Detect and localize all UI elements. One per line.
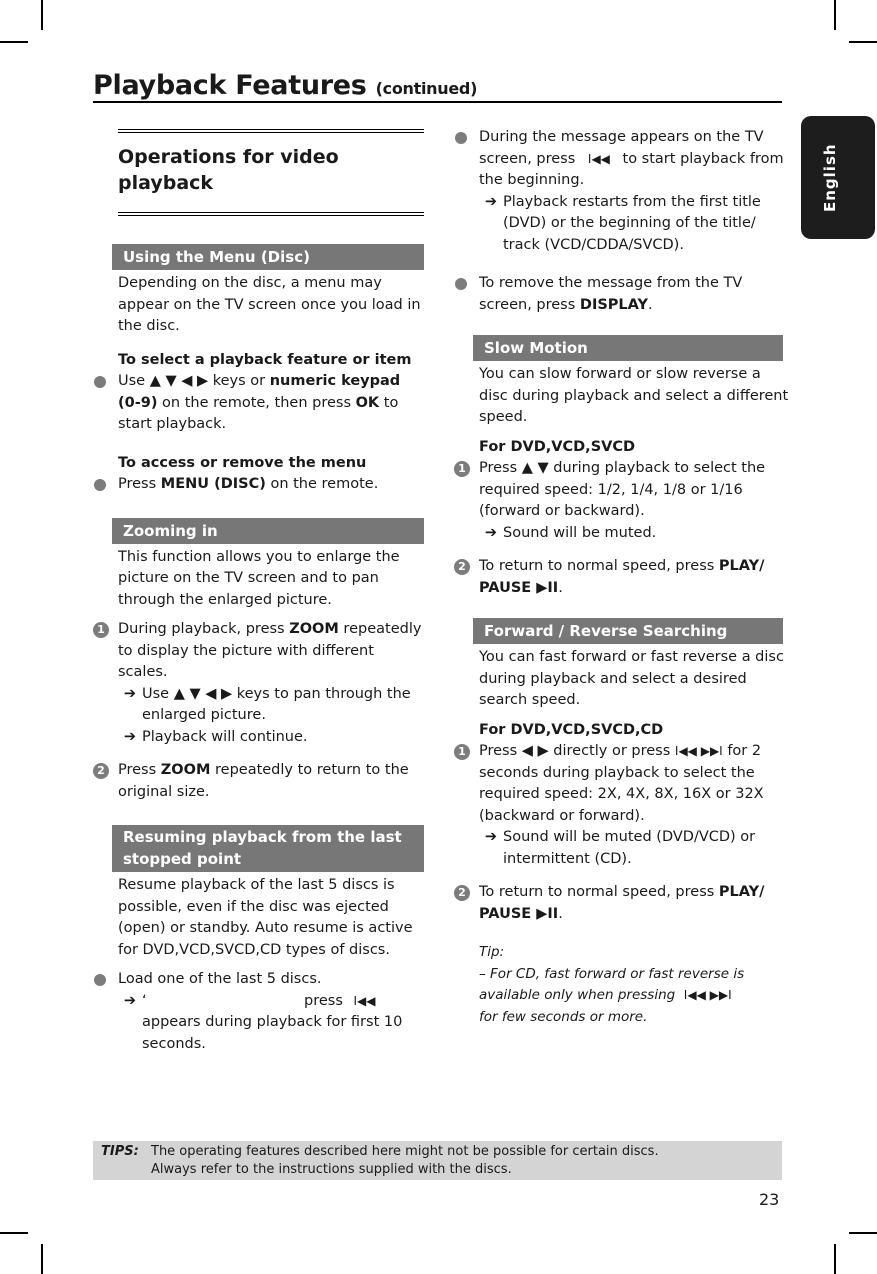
crop-mark [834,1244,836,1274]
language-tab-label: English [821,143,839,212]
tip-line-3: for few seconds or more. [479,1008,648,1025]
zoom-step-2: 2 Press ZOOM repeatedly to return to the original size. [118,760,424,803]
crop-mark [41,1244,43,1274]
step-number-2: 2 [454,559,470,575]
search-intro: You can fast forward or fast reverse a disc during playback and select a desired search speed. [479,649,784,708]
step-number-1: 1 [454,461,470,477]
crop-mark [41,0,43,30]
slow-intro: You can slow forward or slow reverse a disc during playback and select a different speed. [479,366,789,425]
bullet-dot [455,132,467,144]
slow-step-1-arrow: ➔ Sound will be muted. [484,524,657,541]
page-number: 23 [759,1190,780,1209]
slow-step-2: 2 To return to normal speed, press PLAY/ PAUSE ▶II. [479,556,789,599]
zoom-step-1: 1 During playback, press ZOOM repeatedly to display the picture with different scales. [118,619,424,684]
left-column [97,129,424,1055]
page-title: Playback Features (continued) [93,70,478,101]
menu-heading-select: To select a playback feature or item [118,351,412,368]
skip-icons: I◀◀ ▶▶I [674,744,723,758]
bullet-dot [455,278,467,290]
bullet-dot [94,974,106,986]
section-bar-menu: Using the Menu (Disc) [112,244,424,270]
prev-icon: I◀◀ [587,151,610,166]
section-bar-slow: Slow Motion [473,335,783,361]
prev-icon: I◀◀ [353,993,376,1008]
step-number-1: 1 [93,622,109,638]
crop-mark [0,1232,28,1234]
section-bar-search: Forward / Reverse Searching [473,618,783,644]
crop-mark [0,41,28,43]
tip-label: Tip: [479,944,505,960]
bullet-dot [94,376,106,388]
step-number-2: 2 [93,763,109,779]
section-bar-zoom: Zooming in [112,518,424,544]
right-column [458,127,789,1028]
menu-intro: Depending on the disc, a menu may appear on the TV screen once you load in the disc. [118,275,421,334]
message-bullet-restart: During the message appears on the TV screen, press I◀◀ to start playback from the beginning. [479,127,789,192]
crop-mark [834,0,836,30]
tip-line-2: available only when pressing I◀◀ ▶▶I [479,987,732,1003]
menu-bullet-select: Use ▲ ▼ ◀ ▶ keys or numeric keypad (0-9) on the remote, then press OK to start playback. [118,371,424,436]
tip-block [479,942,789,1028]
bullet-dot [94,479,106,491]
tips-label: TIPS: [101,1144,139,1159]
crop-mark [849,1232,877,1234]
menu-heading-access: To access or remove the menu [118,454,367,471]
section-bar-resume: Resuming playback from the last stopped point [112,825,424,872]
search-step-2: 2 To return to normal speed, press PLAY/ PAUSE ▶II. [479,882,789,925]
search-heading: For DVD,VCD,SVCD,CD [479,721,664,738]
operations-heading: Operations for video playback [118,146,339,194]
zoom-intro: This function allows you to enlarge the picture on the TV screen and to pan through the enlarged picture. [118,548,400,608]
resume-intro: Resume playback of the last 5 discs is possible, even if the disc was ejected (open) or standby. Auto resume is active for DVD,VCD,SVCD,CD types of discs. [118,877,413,958]
menu-bullet-access: Press MENU (DISC) on the remote. [118,474,424,496]
page-title-suffix: (continued) [375,79,478,98]
tips-text: The operating features described here might not be possible for certain discs. Always refer to the instructions supplied with the discs. [151,1144,659,1177]
message-bullet-remove: To remove the message from the TV screen, press DISPLAY. [479,273,789,316]
zoom-step-1-arrow-2: ➔ Playback will continue. [123,728,308,745]
title-rule [93,101,782,103]
search-step-1-arrow: ➔ Sound will be muted (DVD/VCD) or intermittent (CD). [484,829,756,867]
resume-arrow: ➔ ‘ press I◀◀ appears during playback for first 10 seconds. [123,992,403,1052]
crop-mark [849,41,877,43]
slow-heading: For DVD,VCD,SVCD [479,438,636,455]
operations-heading-box [118,129,424,216]
search-step-1: 1 Press ◀ ▶ directly or press I◀◀ ▶▶I for 2 seconds during playback to select the required speed: 2X, 4X, 8X, 16X or 32X (backward or forward). [479,741,789,827]
zoom-step-1-arrow-1: ➔ Use ▲ ▼ ◀ ▶ keys to pan through the enlarged picture. [123,685,411,723]
tip-line-1: – For CD, fast forward or fast reverse is [479,965,745,982]
step-number-2: 2 [454,885,470,901]
tips-box [93,1141,782,1180]
step-number-1: 1 [454,744,470,760]
slow-step-1: 1 Press ▲ ▼ during playback to select the required speed: 1/2, 1/4, 1/8 or 1/16 (forward or backward). [479,458,789,523]
resume-bullet: Load one of the last 5 discs. [118,969,424,991]
message-restart-arrow: ➔ Playback restarts from the first title (DVD) or the beginning of the title/ track (VCD/CDDA/SVCD). [484,193,761,253]
language-tab [801,116,875,239]
skip-icons: I◀◀ ▶▶I [683,988,732,1002]
